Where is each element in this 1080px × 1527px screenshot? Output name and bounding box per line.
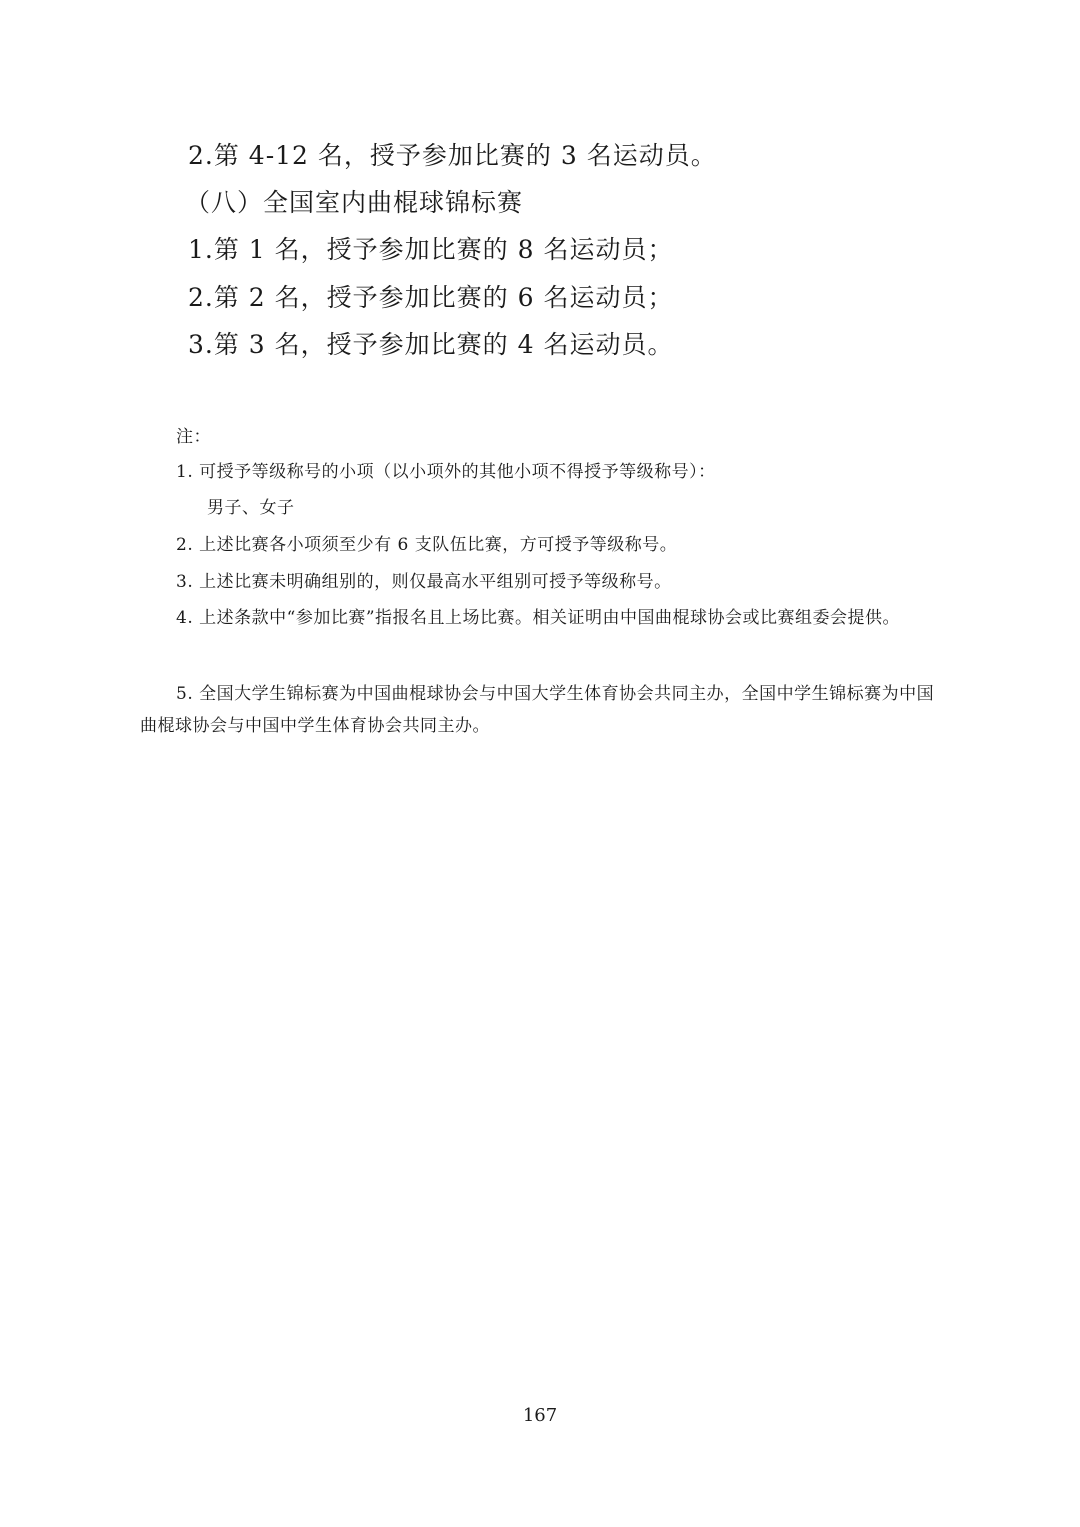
note-5: 5. 全国大学生锦标赛为中国曲棍球协会与中国大学生体育协会共同主办，全国中学生锦标赛为中国曲棍球协会与中国中学生体育协会共同主办。 — [140, 684, 935, 736]
award-line-3rd: 3.第 3 名，授予参加比赛的 4 名运动员。 — [188, 330, 674, 359]
note-4: 4. 上述条款中“参加比赛”指报名且上场比赛。相关证明由中国曲棍球协会或比赛组委会提供。 — [176, 608, 901, 628]
note-3: 3. 上述比赛未明确组别的，则仅最高水平组别可授予等级称号。 — [176, 572, 672, 592]
award-line-1st: 1.第 1 名，授予参加比赛的 8 名运动员； — [188, 235, 674, 264]
award-line-2nd: 2.第 2 名，授予参加比赛的 6 名运动员； — [188, 283, 674, 312]
note-1: 1. 可授予等级称号的小项（以小项外的其他小项不得授予等级称号）： — [176, 462, 716, 482]
note-1-sub: 男子、女子 — [207, 498, 295, 518]
award-line-4-12: 2.第 4-12 名，授予参加比赛的 3 名运动员。 — [188, 141, 717, 170]
notes-title: 注： — [176, 427, 211, 447]
section-heading-indoor-hockey: （八）全国室内曲棍球锦标赛 — [185, 188, 524, 217]
note-2: 2. 上述比赛各小项须至少有 6 支队伍比赛，方可授予等级称号。 — [176, 535, 678, 555]
page-number: 167 — [522, 1405, 558, 1426]
